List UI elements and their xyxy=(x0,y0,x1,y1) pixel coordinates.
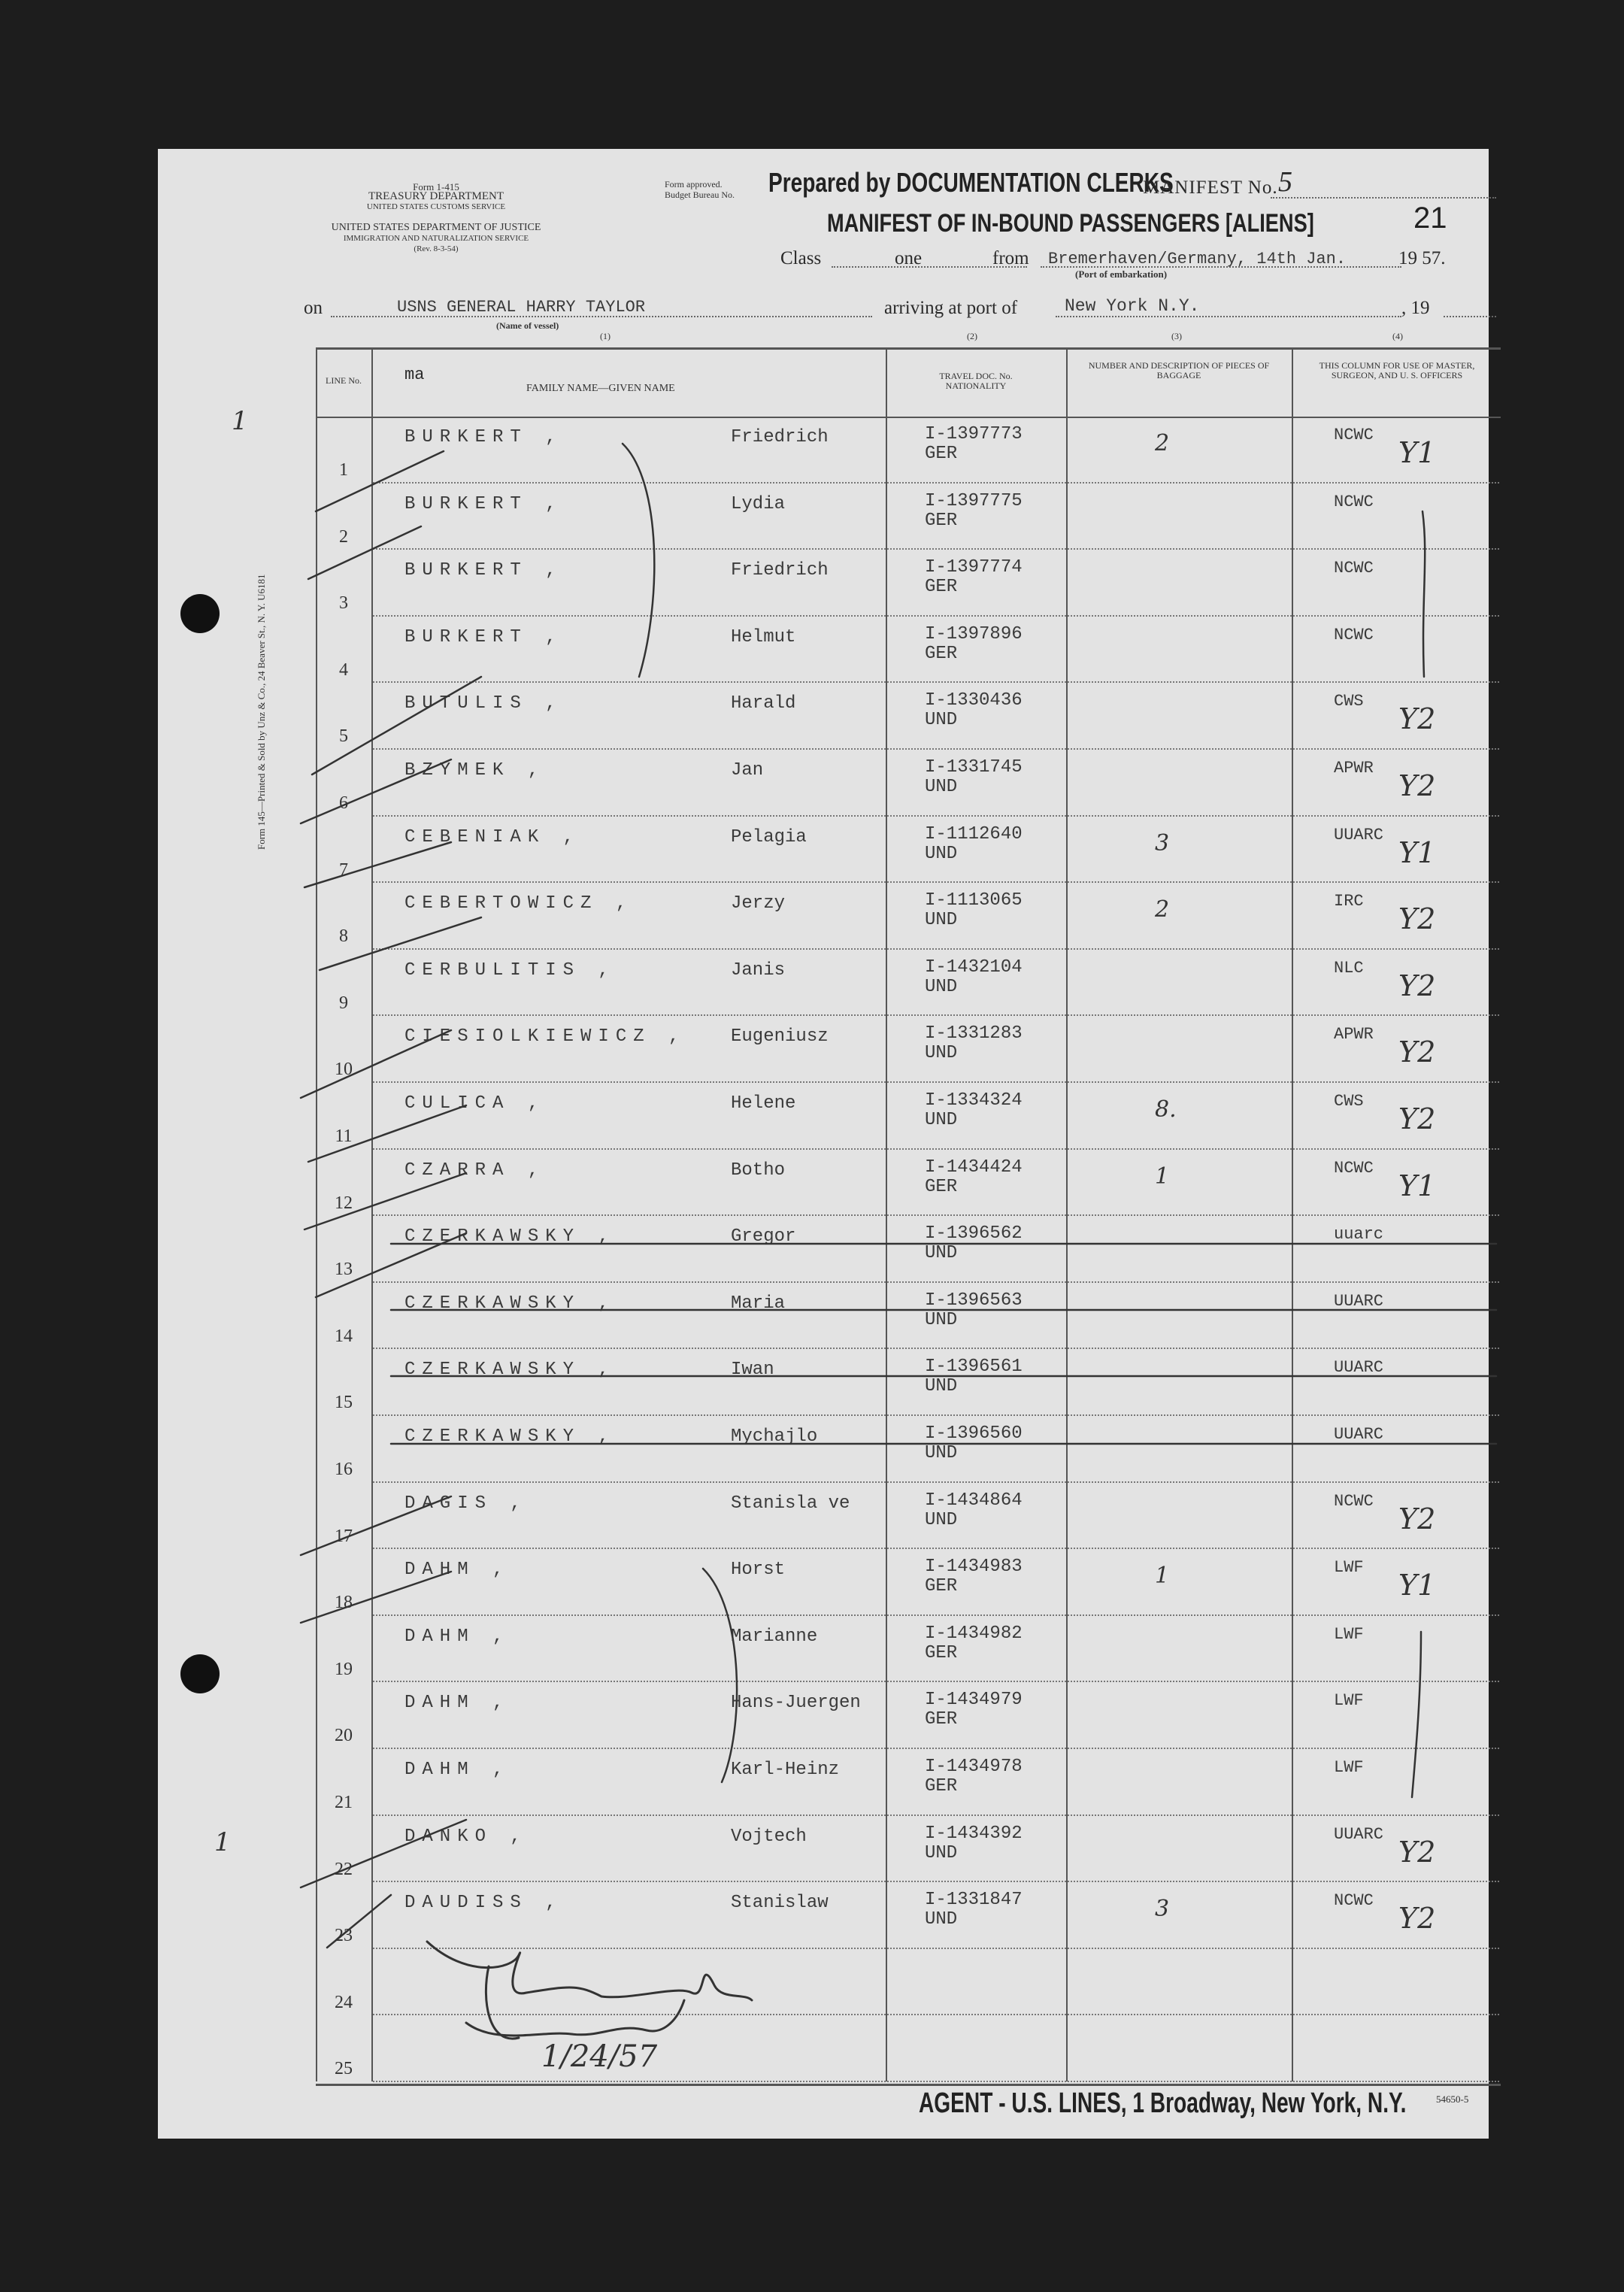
family-name: BURKERT , xyxy=(404,493,563,514)
arrival-port: New York N.Y. xyxy=(1065,296,1200,316)
nationality: UND xyxy=(925,1443,958,1463)
family-name: DAHM , xyxy=(404,1693,511,1714)
col1-caption: (1) xyxy=(600,331,611,341)
col-header-travel-doc: TRAVEL DOC. No. NATIONALITY xyxy=(939,371,1013,391)
officer-mark: Y2 xyxy=(1398,1902,1436,1936)
year-value: 19 57. xyxy=(1398,248,1446,268)
row-divider xyxy=(373,1414,1499,1416)
given-name: Helmut xyxy=(731,626,796,647)
row-divider xyxy=(373,1614,1499,1616)
officer-mark: Y1 xyxy=(1398,436,1436,469)
officer-mark: Y2 xyxy=(1398,1035,1436,1069)
family-name: CEBENIAK , xyxy=(404,826,581,847)
travel-doc-number: I-1432104 xyxy=(925,957,1023,978)
manifest-title: MANIFEST OF IN-BOUND PASSENGERS [ALIENS] xyxy=(827,209,1314,238)
family-name: DAHM , xyxy=(404,1760,511,1780)
signature-date: 1/24/57 xyxy=(541,2039,658,2074)
line-number: 20 xyxy=(335,1726,353,1746)
given-name: Stanislaw xyxy=(731,1893,829,1914)
agency-code: NCWC xyxy=(1334,1491,1374,1511)
given-name: Gregor xyxy=(731,1226,796,1248)
given-name: Jan xyxy=(731,760,764,781)
line-number: 8 xyxy=(339,926,348,947)
row-divider xyxy=(373,748,1499,750)
family-name: CEBERTOWICZ , xyxy=(404,893,634,914)
row-divider xyxy=(373,1148,1499,1150)
row-divider xyxy=(373,1081,1499,1083)
given-name: Friedrich xyxy=(731,560,829,581)
line-number: 2 xyxy=(339,526,348,547)
line-number: 24 xyxy=(335,1992,353,2012)
nationality: GER xyxy=(925,444,958,464)
family-name: CZERKAWSKY , xyxy=(404,1426,616,1447)
baggage-count: 2 xyxy=(1155,430,1170,456)
port-caption: (Port of embarkation) xyxy=(1075,268,1168,280)
travel-doc-number: I-1434978 xyxy=(925,1757,1023,1777)
punch-hole-bottom xyxy=(180,1654,220,1693)
officer-mark: Y2 xyxy=(1398,769,1436,802)
arrival-year-dots xyxy=(1444,316,1496,317)
from-label: from xyxy=(992,248,1029,268)
given-name: Botho xyxy=(731,1160,786,1181)
travel-doc-number: I-1396563 xyxy=(925,1290,1023,1311)
from-value: Bremerhaven/Germany, 14th Jan. xyxy=(1048,250,1347,268)
nationality: UND xyxy=(925,1376,958,1397)
class-value: one xyxy=(895,248,923,268)
agency-code: NCWC xyxy=(1334,1158,1374,1178)
row-divider xyxy=(373,482,1499,484)
line-number: 22 xyxy=(335,1859,353,1879)
family-name: BURKERT , xyxy=(404,560,563,581)
agency-code: UUARC xyxy=(1334,825,1384,844)
line-number: 17 xyxy=(335,1526,353,1546)
travel-doc-number: I-1334324 xyxy=(925,1090,1023,1111)
from-dots xyxy=(1041,266,1401,268)
line-number: 18 xyxy=(335,1593,353,1613)
travel-doc-number: I-1397775 xyxy=(925,490,1023,511)
officer-mark: Y2 xyxy=(1398,1502,1436,1536)
given-name: Eugeniusz xyxy=(731,1026,829,1047)
row-divider xyxy=(373,615,1499,617)
nationality: GER xyxy=(925,577,958,598)
col3-caption: (3) xyxy=(1171,331,1182,341)
given-name: Iwan xyxy=(731,1360,774,1381)
line-number: 23 xyxy=(335,1926,353,1946)
row-divider xyxy=(373,815,1499,817)
col-header-family-name: FAMILY NAME—GIVEN NAME xyxy=(526,383,675,394)
nationality: UND xyxy=(925,1309,958,1330)
arrival-year: , 19 xyxy=(1401,298,1430,318)
travel-doc-number: I-1330436 xyxy=(925,690,1023,711)
col-header-line-no: LINE No. xyxy=(326,375,362,386)
manifest-table xyxy=(316,347,1501,2086)
given-name: Janis xyxy=(731,960,786,981)
row-divider xyxy=(373,1481,1499,1483)
page-number: 21 xyxy=(1413,202,1447,235)
line-number: 15 xyxy=(335,1393,353,1413)
line-number: 12 xyxy=(335,1193,353,1213)
nationality: GER xyxy=(925,1642,958,1663)
nationality: GER xyxy=(925,510,958,531)
arrival-dots xyxy=(1056,316,1401,317)
on-label: on xyxy=(304,298,323,318)
row-divider xyxy=(373,948,1499,950)
travel-doc-number: I-1397773 xyxy=(925,424,1023,444)
nationality: UND xyxy=(925,910,958,931)
officer-mark: Y1 xyxy=(1398,835,1436,869)
row-divider xyxy=(373,2081,1499,2082)
agency-code: NCWC xyxy=(1334,1891,1374,1911)
margin-mark: 1 xyxy=(232,406,248,436)
customs-service: UNITED STATES CUSTOMS SERVICE xyxy=(366,202,506,211)
manifest-no-label: MANIFEST No. xyxy=(1143,177,1278,198)
agency-code: CWS xyxy=(1334,1092,1364,1111)
agency-code: NCWC xyxy=(1334,559,1374,578)
row-divider xyxy=(373,1948,1499,1949)
travel-doc-number: I-1434979 xyxy=(925,1690,1023,1711)
given-name: Helene xyxy=(731,1093,796,1114)
travel-doc-number: I-1396560 xyxy=(925,1423,1023,1444)
agency-code: LWF xyxy=(1334,1758,1364,1777)
travel-doc-number: I-1434424 xyxy=(925,1157,1023,1178)
family-name: DAHM , xyxy=(404,1626,511,1647)
family-name: DAUDISS , xyxy=(404,1893,563,1914)
prepared-by-stamp: Prepared by DOCUMENTATION CLERKS xyxy=(768,167,1174,198)
given-name: Pelagia xyxy=(731,826,807,847)
line-number: 14 xyxy=(335,1326,353,1346)
row-divider xyxy=(373,1681,1499,1682)
agency-code: UUARC xyxy=(1334,1425,1384,1444)
travel-doc-number: I-1434392 xyxy=(925,1823,1023,1844)
line-number: 9 xyxy=(339,993,348,1013)
family-name: DAGIS , xyxy=(404,1493,528,1514)
nationality: UND xyxy=(925,1909,958,1930)
family-name: CULICA , xyxy=(404,1093,546,1114)
officer-mark: Y2 xyxy=(1398,1102,1436,1135)
given-name: Vojtech xyxy=(731,1826,807,1847)
officer-mark: Y2 xyxy=(1398,969,1436,1002)
nationality: GER xyxy=(925,1576,958,1597)
treasury-department: TREASURY DEPARTMENT xyxy=(368,190,504,202)
family-name: DAHM , xyxy=(404,1560,511,1581)
given-name: Karl-Heinz xyxy=(731,1760,840,1780)
line-number: 6 xyxy=(339,793,348,813)
family-name: CZARRA , xyxy=(404,1160,546,1181)
line-number: 3 xyxy=(339,593,348,614)
col4-caption: (4) xyxy=(1392,331,1403,341)
given-name: Friedrich xyxy=(731,427,829,447)
agency-code: IRC xyxy=(1334,892,1364,911)
baggage-count: 1 xyxy=(1155,1563,1170,1590)
vessel-name: USNS GENERAL HARRY TAYLOR xyxy=(397,298,646,317)
nationality: UND xyxy=(925,777,958,797)
given-name: Hans-Juergen xyxy=(731,1693,861,1714)
class-label: Class xyxy=(780,248,822,268)
agency-code: NLC xyxy=(1334,958,1364,978)
travel-doc-number: I-1331745 xyxy=(925,757,1023,778)
family-name: CZERKAWSKY , xyxy=(404,1360,616,1381)
line-number: 19 xyxy=(335,1659,353,1679)
agency-code: UUARC xyxy=(1334,1824,1384,1844)
row-divider xyxy=(373,1748,1499,1749)
row-divider xyxy=(373,681,1499,683)
row-divider xyxy=(373,1214,1499,1216)
form-code: 54650-5 xyxy=(1436,2093,1469,2105)
family-name: CZERKAWSKY , xyxy=(404,1226,616,1248)
agency-code: LWF xyxy=(1334,1691,1364,1711)
agency-code: APWR xyxy=(1334,759,1374,778)
given-name: Harald xyxy=(731,693,796,714)
travel-doc-number: I-1434982 xyxy=(925,1623,1023,1644)
line-number: 11 xyxy=(335,1126,353,1146)
nationality: GER xyxy=(925,1709,958,1730)
officer-mark: Y1 xyxy=(1398,1169,1436,1202)
agent-stamp: AGENT - U.S. LINES, 1 Broadway, New York, N.Y. xyxy=(919,2087,1407,2119)
nationality: UND xyxy=(925,1043,958,1064)
line-number: 1 xyxy=(339,460,348,480)
travel-doc-number: I-1396561 xyxy=(925,1357,1023,1378)
row-divider xyxy=(373,1281,1499,1283)
row-divider xyxy=(373,1014,1499,1016)
agency-code: UUARC xyxy=(1334,1291,1384,1311)
col-header-note: ma xyxy=(404,365,425,384)
col2-caption: (2) xyxy=(967,331,977,341)
family-name: BZYMEK , xyxy=(404,760,546,781)
travel-doc-number: I-1331283 xyxy=(925,1023,1023,1044)
printer-imprint: Form 145—Printed & Sold by Unz & Co., 24 Beaver St., N. Y. U6181 xyxy=(256,574,267,850)
travel-doc-number: I-1113065 xyxy=(925,890,1023,911)
nationality: GER xyxy=(925,643,958,664)
form-approved: Form approved. xyxy=(665,179,723,189)
agency-code: CWS xyxy=(1334,692,1364,711)
agency-code: NCWC xyxy=(1334,426,1374,444)
agency-code: NCWC xyxy=(1334,625,1374,644)
officer-mark: Y1 xyxy=(1398,1569,1436,1602)
line-number: 25 xyxy=(335,2059,353,2079)
immigration-service: IMMIGRATION AND NATURALIZATION SERVICE xyxy=(343,234,529,243)
given-name: Jerzy xyxy=(731,893,786,914)
travel-doc-number: I-1397896 xyxy=(925,623,1023,644)
nationality: GER xyxy=(925,1176,958,1197)
row-divider xyxy=(373,2014,1499,2015)
row-divider xyxy=(373,548,1499,550)
nationality: UND xyxy=(925,1842,958,1863)
agency-code: LWF xyxy=(1334,1624,1364,1644)
given-name: Lydia xyxy=(731,493,786,514)
row-divider xyxy=(373,1348,1499,1349)
line-number: 4 xyxy=(339,659,348,680)
nationality: UND xyxy=(925,843,958,864)
row-divider xyxy=(373,1548,1499,1549)
agency-code: uuarc xyxy=(1334,1225,1384,1245)
baggage-count: 2 xyxy=(1155,896,1170,923)
nationality: UND xyxy=(925,1509,958,1530)
budget-bureau: Budget Bureau No. xyxy=(665,189,735,200)
line-number: 16 xyxy=(335,1460,353,1479)
line-number: 5 xyxy=(339,726,348,747)
given-name: Stanisla ve xyxy=(731,1493,850,1514)
department-of-justice: UNITED STATES DEPARTMENT OF JUSTICE xyxy=(331,222,541,233)
travel-doc-number: I-1331847 xyxy=(925,1890,1023,1911)
travel-doc-number: I-1434983 xyxy=(925,1557,1023,1578)
baggage-count: 3 xyxy=(1155,829,1170,856)
nationality: GER xyxy=(925,1776,958,1796)
manifest-no-dots xyxy=(1271,197,1496,199)
nationality: UND xyxy=(925,1243,958,1264)
officer-mark: Y2 xyxy=(1398,1835,1436,1869)
baggage-count: 1 xyxy=(1155,1163,1170,1190)
row-divider xyxy=(373,1881,1499,1882)
officer-mark: Y2 xyxy=(1398,902,1436,936)
family-name: BURKERT , xyxy=(404,626,563,647)
nationality: UND xyxy=(925,1110,958,1130)
agency-code: APWR xyxy=(1334,1025,1374,1044)
agency-code: UUARC xyxy=(1334,1358,1384,1378)
line-number: 10 xyxy=(335,1060,353,1080)
line-number: 21 xyxy=(335,1793,353,1812)
row-divider xyxy=(373,1814,1499,1816)
given-name: Horst xyxy=(731,1560,786,1581)
travel-doc-number: I-1434864 xyxy=(925,1490,1023,1511)
officer-mark: Y2 xyxy=(1398,702,1436,736)
family-name: BURKERT , xyxy=(404,427,563,447)
agency-code: LWF xyxy=(1334,1558,1364,1578)
line-number: 7 xyxy=(339,860,348,880)
family-name: CERBULITIS , xyxy=(404,960,616,981)
arriving-label: arriving at port of xyxy=(884,298,1018,318)
row-divider xyxy=(373,881,1499,883)
vessel-caption: (Name of vessel) xyxy=(496,320,559,331)
margin-mark: 1 xyxy=(214,1827,231,1857)
family-name: DANKO , xyxy=(404,1826,528,1847)
nationality: UND xyxy=(925,710,958,731)
travel-doc-number: I-1396562 xyxy=(925,1223,1023,1245)
baggage-count: 3 xyxy=(1155,1896,1170,1923)
agency-code: NCWC xyxy=(1334,492,1374,511)
given-name: Marianne xyxy=(731,1626,818,1647)
manifest-no-value: 5 xyxy=(1278,166,1292,198)
nationality: UND xyxy=(925,976,958,997)
travel-doc-number: I-1397774 xyxy=(925,557,1023,578)
punch-hole-top xyxy=(180,594,220,633)
given-name: Mychajlo xyxy=(731,1426,818,1447)
col-header-baggage: NUMBER AND DESCRIPTION OF PIECES OF BAGGAGE xyxy=(1088,360,1270,380)
travel-doc-number: I-1112640 xyxy=(925,823,1023,844)
form-number: Form 1-415 xyxy=(413,181,459,193)
given-name: Maria xyxy=(731,1293,786,1314)
baggage-count: 8. xyxy=(1155,1096,1177,1123)
col-header-officers: THIS COLUMN FOR USE OF MASTER, SURGEON, AND U. S. OFFICERS xyxy=(1319,360,1475,380)
family-name: CZERKAWSKY , xyxy=(404,1293,616,1314)
family-name: CIESIOLKIEWICZ , xyxy=(404,1026,686,1047)
header-divider xyxy=(316,417,1501,418)
family-name: BUTULIS , xyxy=(404,693,563,714)
line-number: 13 xyxy=(335,1260,353,1280)
form-revision: (Rev. 8-3-54) xyxy=(414,244,459,253)
